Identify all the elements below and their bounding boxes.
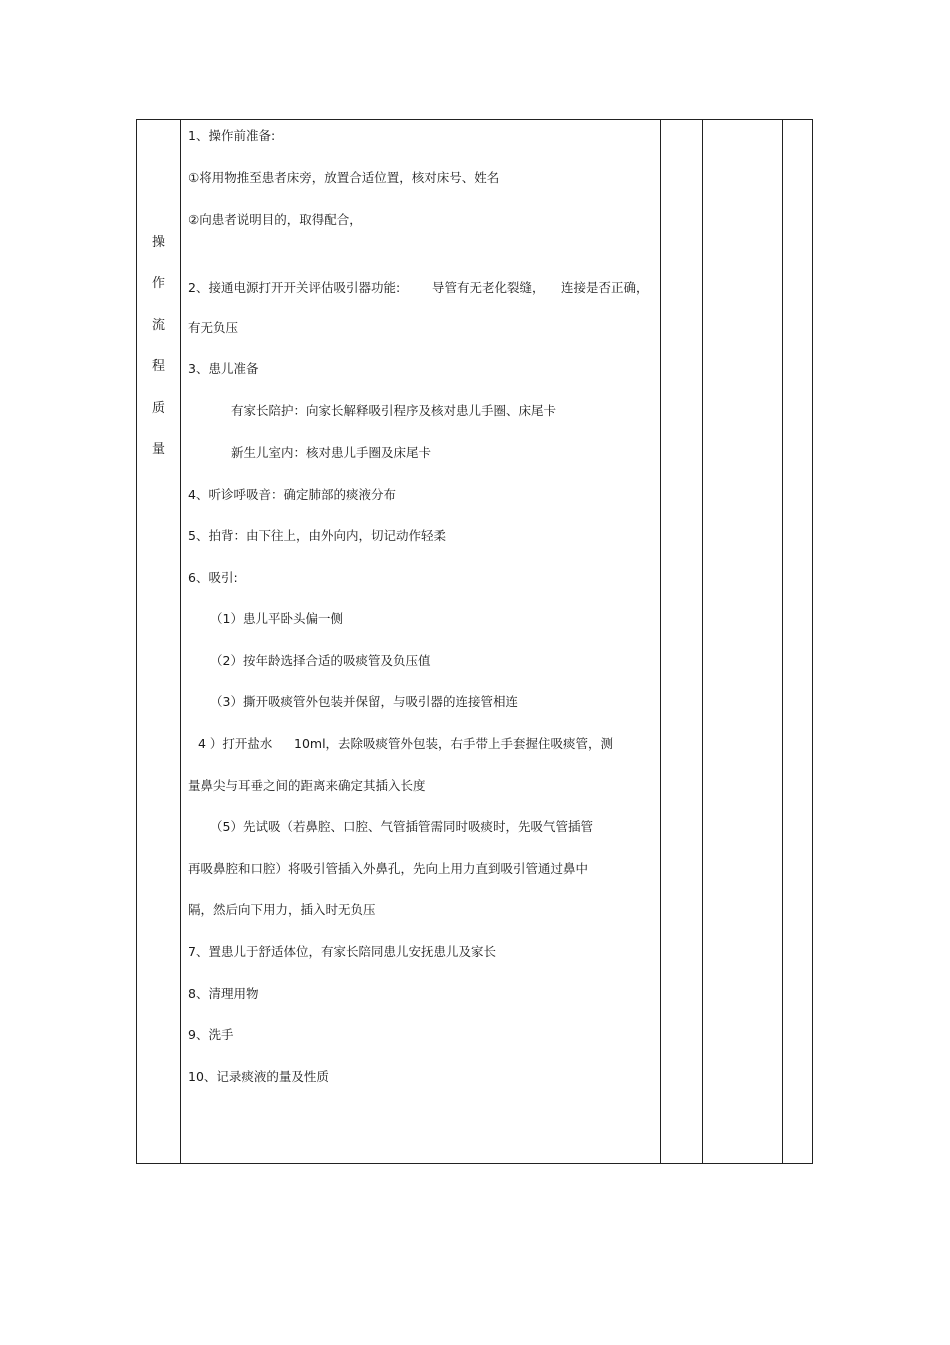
step-1-item-b: ②向患者说明目的，取得配合， <box>188 212 362 227</box>
column-divider <box>180 120 181 1163</box>
step-6-sub-4-part-2: 10ml，去除吸痰管外包装，右手带上手套握住吸痰管，测 <box>294 736 614 751</box>
step-6-sub-4-continuation: 量鼻尖与耳垂之间的距离来确定其插入长度 <box>188 778 426 793</box>
step-2-part-3: 连接是否正确， <box>561 280 649 295</box>
step-3-item-a: 有家长陪护：向家长解释吸引程序及核对患儿手圈、床尾卡 <box>231 403 557 418</box>
column-divider <box>702 120 703 1163</box>
step-6-sub-5-line-b: 再吸鼻腔和口腔）将吸引管插入外鼻孔，先向上用力直到吸引管通过鼻中 <box>188 861 589 876</box>
step-10: 10、记录痰液的量及性质 <box>188 1069 329 1084</box>
column-divider <box>660 120 661 1163</box>
step-6-title: 6、吸引: <box>188 570 238 585</box>
procedure-table <box>136 119 813 1164</box>
section-label-char: 操 <box>151 235 165 250</box>
step-6-sub-5-line-c: 隔，然后向下用力，插入时无负压 <box>188 902 376 917</box>
step-6-sub-1: （1）患儿平卧头偏一侧 <box>210 611 343 626</box>
step-1-item-a: ①将用物推至患者床旁，放置合适位置，核对床号、姓名 <box>188 170 500 185</box>
step-8: 8、清理用物 <box>188 986 259 1001</box>
step-6-sub-2: （2）按年龄选择合适的吸痰管及负压值 <box>210 653 431 668</box>
step-6-sub-5-line-a: （5）先试吸（若鼻腔、口腔、气管插管需同时吸痰时，先吸气管插管 <box>210 819 593 834</box>
step-6-sub-3: （3）撕开吸痰管外包装并保留，与吸引器的连接管相连 <box>210 694 518 709</box>
section-label-char: 程 <box>151 359 165 374</box>
column-divider <box>782 120 783 1163</box>
step-2-part-1: 2、接通电源打开开关评估吸引器功能: <box>188 280 401 295</box>
section-label-char: 质 <box>151 401 165 416</box>
step-9: 9、洗手 <box>188 1027 234 1042</box>
step-2-part-2: 导管有无老化裂缝， <box>432 280 545 295</box>
section-label-char: 流 <box>151 318 165 333</box>
step-6-sub-4-part-1: 4 ）打开盐水 <box>198 736 273 751</box>
step-5: 5、拍背：由下往上，由外向内，切记动作轻柔 <box>188 528 446 543</box>
step-7: 7、置患儿于舒适体位，有家长陪同患儿安抚患儿及家长 <box>188 944 496 959</box>
step-1-title: 1、操作前准备: <box>188 128 276 143</box>
step-3-item-b: 新生儿室内：核对患儿手圈及床尾卡 <box>231 445 432 460</box>
section-label-char: 作 <box>151 276 165 291</box>
section-label-char: 量 <box>151 442 165 457</box>
step-2-continuation: 有无负压 <box>188 320 239 335</box>
step-4: 4、听诊呼吸音：确定肺部的痰液分布 <box>188 487 396 502</box>
section-label <box>137 120 180 1163</box>
step-3-title: 3、患儿准备 <box>188 361 259 376</box>
